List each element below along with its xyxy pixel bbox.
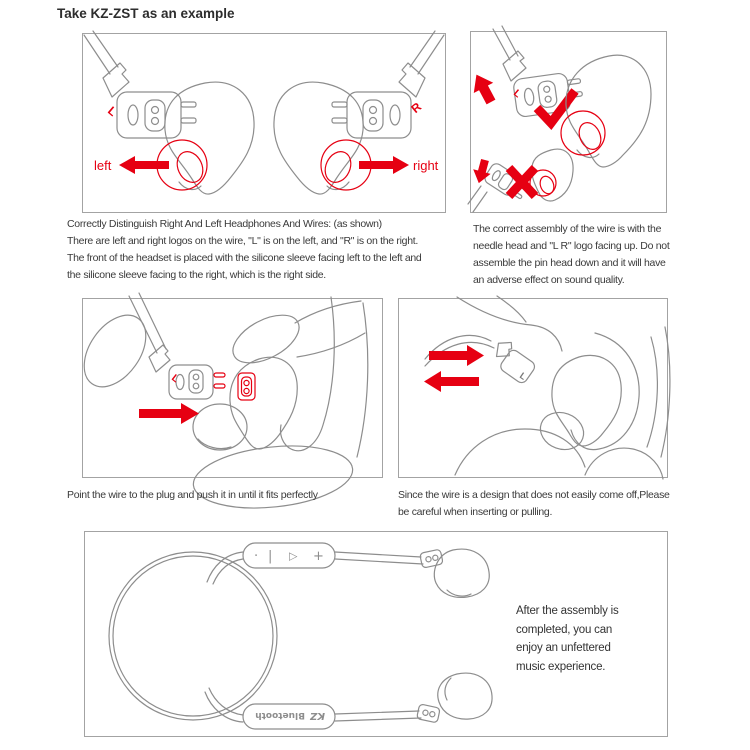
module-print: [255, 710, 325, 721]
assembly-plug-mark: L: [511, 87, 523, 101]
pause-bar-icon: |: [268, 549, 273, 564]
assembly-tip-highlight: [561, 111, 605, 155]
push-socket-highlight: [238, 373, 255, 400]
left-earbud: [165, 82, 254, 194]
push-arrow-icon: [139, 403, 199, 424]
caption-push: [67, 487, 318, 504]
pull-plug-mark: L: [517, 370, 529, 382]
bluetooth-module: [243, 704, 335, 729]
page-title: Take KZ-ZST as an example: [57, 6, 235, 21]
pull-illustration: [399, 299, 667, 477]
distinguish-illustration: [83, 34, 445, 212]
note-line: completed, you can: [516, 623, 613, 636]
caption-line: Point the wire to the plug and push it in until it fits perfectly: [67, 489, 318, 501]
pull-earbud: [535, 355, 621, 455]
volume-plus-icon: +: [313, 549, 324, 564]
caption-line: Since the wire is a design that does not easily come off,Please: [398, 489, 670, 501]
brand-logo: KZ: [310, 710, 325, 721]
caption-assembly: [473, 221, 669, 289]
right-label: right: [413, 158, 439, 173]
panel-distinguish-left-right: [82, 33, 446, 213]
cross-icon: [509, 168, 535, 196]
caption-line: the silicone sleeve facing to the right, which is the right side.: [67, 269, 326, 281]
caption-line: The front of the headset is placed with the silicone sleeve facing left to the left and: [67, 252, 422, 264]
result-note: [516, 602, 619, 676]
assembly-illustration: [471, 32, 666, 212]
cable-loop: [109, 552, 277, 720]
inline-remote: [243, 543, 335, 568]
down-arrow-icon: [470, 158, 494, 186]
wire: [425, 335, 494, 366]
caption-line: be careful when inserting or pulling.: [398, 506, 553, 518]
left-plug: [84, 31, 196, 138]
wrong-earbud: [532, 149, 573, 201]
pull-plug: [487, 337, 539, 385]
left-plug-mark: L: [105, 103, 120, 120]
panel-assembled-result: [84, 531, 668, 737]
push-plug-pins: [214, 373, 225, 388]
note-line: After the assembly is: [516, 605, 619, 617]
caption-line: The correct assembly of the wire is with the: [473, 223, 662, 235]
up-arrow-icon: [467, 69, 501, 107]
panel-insert-pull: [398, 298, 668, 478]
insert-pull-arrows-icon: [424, 345, 484, 392]
left-arrow-icon: [119, 156, 169, 174]
caption-line: There are left and right logos on the wire, "L" is on the left, and "R" is on the right.: [67, 235, 418, 247]
note-line: music experience.: [516, 660, 606, 673]
push-plug: [129, 293, 213, 399]
panel-push-plug: [82, 298, 383, 478]
caption-distinguish: [67, 216, 421, 284]
hand-fingers: [455, 296, 670, 479]
right-arrow-icon: [359, 156, 409, 174]
earbud-bottom: [417, 673, 492, 723]
push-illustration: [83, 299, 382, 477]
cables: [205, 549, 423, 722]
caption-pull: [398, 487, 670, 521]
earbud-top: [420, 549, 490, 597]
note-line: enjoy an unfettered: [516, 642, 611, 654]
play-icon: ▷: [289, 549, 298, 563]
push-plug-mark: L: [169, 372, 181, 386]
module-label: Bluetooth: [255, 710, 305, 720]
hand-fingers: [72, 297, 368, 515]
right-plug: [332, 31, 444, 138]
left-label: left: [94, 158, 112, 173]
right-earbud: [274, 82, 363, 194]
mic-dot-icon: ·: [254, 549, 259, 564]
caption-line: needle head and "L R" logo facing up. Do not: [473, 240, 670, 252]
caption-line: an adverse effect on sound quality.: [473, 274, 625, 286]
caption-line: assemble the pin head down and it will have: [473, 257, 666, 269]
right-plug-mark: R: [408, 99, 425, 116]
panel-correct-assembly: [470, 31, 667, 213]
caption-line: Correctly Distinguish Right And Left Headphones And Wires: (as shown): [67, 218, 382, 230]
